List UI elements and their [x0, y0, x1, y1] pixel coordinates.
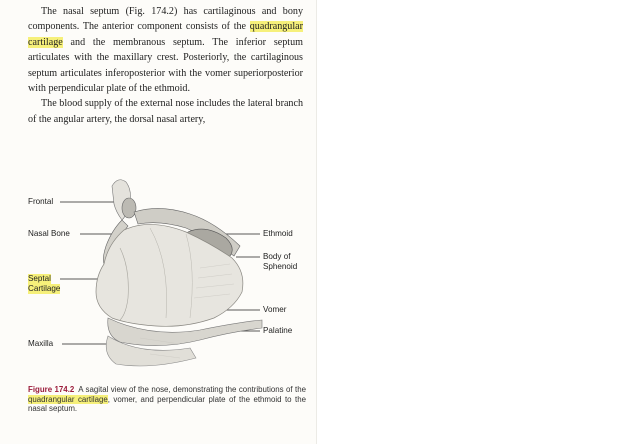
label-sphenoid: Sphenoid: [263, 262, 298, 271]
label-frontal: Frontal: [28, 197, 54, 206]
body-text: [28, 4, 303, 127]
label-vomer: Vomer: [263, 305, 287, 314]
skull-sketch: [96, 180, 262, 366]
caption-highlight: quadrangular cartilage: [28, 394, 108, 404]
label-palatine: Palatine: [263, 326, 293, 335]
label-cartilage: Cartilage: [28, 284, 61, 293]
label-body-of: Body of: [263, 252, 291, 261]
label-maxilla: Maxilla: [28, 339, 54, 348]
figure-nasal-septum: [0, 168, 316, 380]
label-ethmoid: Ethmoid: [263, 229, 293, 238]
caption-title: Figure 174.2: [28, 385, 75, 394]
label-nasal-bone: Nasal Bone: [28, 229, 70, 238]
highlighted-term: quadrangular cartilage: [28, 21, 303, 48]
figure-caption: Figure 174.2 A sagital view of the nose, demonstrating the contributions of the quadrangular cartilage, vomer, and perpendicular plate of the ethmoid to the nasal septum.: [28, 385, 306, 414]
label-septal: Septal: [28, 274, 51, 283]
textbook-page: [0, 0, 316, 444]
paragraph-blood-supply: The blood supply of the external nose includes the lateral branch of the angular artery, the dorsal nasal artery,: [28, 98, 303, 125]
paragraph-septum: The nasal septum (Fig. 174.2) has cartilaginous and bony components. The anterior component consists of the quadrangular cartilage and the membranous septum. The inferior septum articulates with the maxillary crest. Posteriorly, the cartilaginous septum articulates inferoposterior with the vomer superiorposterior with perpendicular plate of the ethmoid.: [28, 6, 303, 95]
